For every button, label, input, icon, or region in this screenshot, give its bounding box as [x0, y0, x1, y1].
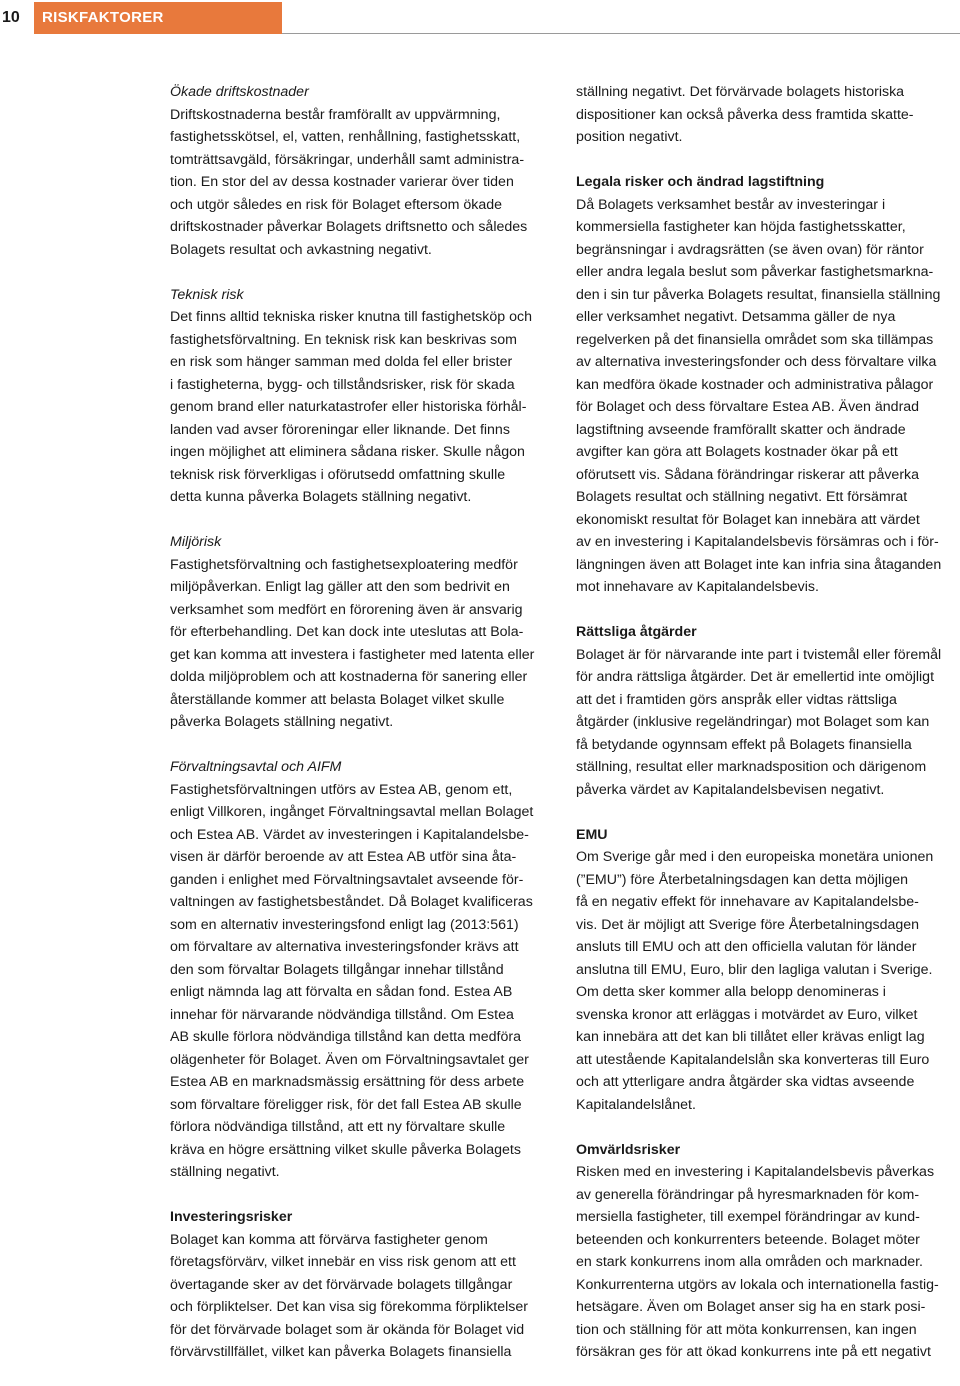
body-text-line: Om Sverige går med i den europeiska monetära unionen [576, 849, 934, 865]
body-text-line: och förpliktelser. Det kan visa sig förekomma förpliktelser [170, 1299, 528, 1315]
body-text-line: förvärvstillfället, vilket kan påverka Bolagets finansiella [170, 1344, 512, 1360]
body-text-line: av generella förändringar på hyresmarknaden för kom- [576, 1186, 920, 1203]
right-text-column [576, 81, 960, 1386]
body-text-line: Estea AB en marknadsmässig ersättning för dess arbete [170, 1074, 525, 1090]
body-text-line: för andra rättsliga åtgärder. Det är emellertid inte omöjligt [576, 669, 935, 685]
body-text-line: eller verksamhet negativt. Detsamma gäller de nya [576, 309, 896, 325]
text-section [576, 1139, 960, 1364]
body-text-line: den som förvaltar Bolagets tillgångar innehar tillstånd [170, 961, 504, 978]
text-section [170, 1206, 560, 1364]
body-text-line: genom brand eller naturkatastrofer eller historiska förhål- [170, 399, 527, 415]
section-title: RISKFAKTORER [34, 2, 282, 34]
text-section [170, 81, 560, 261]
body-text-line: lagstiftning avseende framförallt skatter och ändrade [576, 421, 906, 438]
body-text-line: företagsförvärv, vilket innebär en viss risk genom att ett [170, 1254, 516, 1270]
body-text-line: åtgärder (inklusive regeländringar) mot Bolaget som kan [576, 714, 930, 730]
body-text-line: olägenheter för Bolaget. Även om Förvaltningsavtalet ger [170, 1051, 529, 1068]
body-text-line: Risken med en investering i Kapitalandelsbevis påverkas [576, 1164, 935, 1180]
section-heading: EMU [576, 826, 608, 843]
body-text-line: ingen möjlighet att eliminera sådana risker. Skulle någon [170, 444, 525, 460]
left-text-column [170, 81, 560, 1386]
body-text-line: få betydande ogynnsam effekt på Bolagets finansiella [576, 736, 912, 753]
body-text-line: Bolaget är för närvarande inte part i tvistemål eller föremål [576, 646, 942, 663]
body-text-line: som en alternativ investeringsfond enligt lag (2013:561) [170, 916, 519, 933]
text-section [170, 531, 560, 734]
body-text-line: ganden i enlighet med Förvaltningsavtalet avseende för- [170, 871, 524, 888]
body-text-line: AB skulle förlora nödvändiga tillstånd kan detta medföra [170, 1029, 521, 1045]
body-text-line: tomträttsavgäld, försäkringar, underhåll samt administra- [170, 151, 525, 168]
text-section [576, 171, 960, 599]
body-text-line: en risk som hänger samman med dolda fel eller brister [170, 354, 513, 370]
body-text-line: innehar för närvarande nödvändiga tillstånd. Om Estea [170, 1006, 514, 1023]
page-number: 10 [2, 9, 20, 26]
body-text-line: detta kunna påverka Bolagets ställning negativt. [170, 489, 472, 505]
text-section [170, 284, 560, 509]
body-text-line: fastighetsförvaltning. En teknisk risk kan beskrivas som [170, 331, 517, 348]
body-text-line: Fastighetsförvaltning och fastighetsexploatering medför [170, 556, 518, 573]
body-text-line: ställning negativt. Det förvärvade bolagets historiska [576, 84, 905, 100]
text-section [576, 81, 960, 149]
body-text-line: förlora nödvändiga tillstånd, att ett ny förvaltare skulle [170, 1119, 506, 1135]
body-text-line: Bolaget kan komma att förvärva fastigheter genom [170, 1231, 488, 1248]
body-text-line: mersiella fastigheter, till exempel förändringar av kund- [576, 1209, 920, 1225]
section-heading: Investeringsrisker [170, 1209, 293, 1225]
body-text-line: begränsningar i avdragsrätten (se även ovan) för räntor [576, 241, 924, 258]
body-text-line: miljöpåverkan. Enligt lag gäller att den som bedrivit en [170, 579, 510, 595]
section-heading: Omvärldsrisker [576, 1141, 681, 1158]
body-text-line: Fastighetsförvaltningen utförs av Estea AB, genom ett, [170, 781, 513, 798]
body-text-line: enligt nämnda lag att förvalta en sådan fond. Estea AB [170, 984, 513, 1000]
body-text-line: Konkurrenterna utgörs av lokala och internationella fastig- [576, 1276, 939, 1293]
body-text-line: position negativt. [576, 129, 683, 145]
body-text-line: oförutsett vis. Sådana förändringar riskerar att påverka [576, 466, 920, 483]
body-text-line: för Bolaget och dess förvaltare Estea AB. Även ändrad [576, 399, 920, 415]
body-text-line: ekonomiskt resultat för Bolaget kan innebära att värdet [576, 511, 920, 528]
section-heading: Rättsliga åtgärder [576, 624, 697, 640]
section-heading: Ökade driftskostnader [170, 84, 309, 100]
body-text-line: get kan komma att investera i fastigheter med latenta eller [170, 646, 535, 663]
body-text-line: driftskostnader påverkar Bolagets driftsnetto och således [170, 219, 528, 235]
body-text-line: (”EMU”) före Återbetalningsdagen kan detta möjligen [576, 871, 908, 888]
body-text-line: av en investering i Kapitalandelsbevis försämras och i för- [576, 534, 939, 550]
body-text-line: eller andra legala beslut som påverkar fastighetsmarkna- [576, 264, 934, 280]
body-text-line: dolda miljöproblem och att kostnaderna för sanering eller [170, 669, 528, 685]
body-text-line: mot innehavare av Kapitalandelsbevis. [576, 579, 819, 595]
section-heading: Miljörisk [170, 534, 222, 550]
body-text-line: anslutna till EMU, Euro, blir den lagliga valutan i Sverige. [576, 961, 933, 978]
body-text-line: återställande kommer att belasta Bolaget vilket skulle [170, 691, 505, 708]
body-text-line: Det finns alltid tekniska risker knutna till fastighetsköp och [170, 309, 532, 325]
body-text-line: längningen även att Bolaget inte kan infria sina åtaganden [576, 556, 942, 573]
body-text-line: Kapitalandelslånet. [576, 1096, 696, 1113]
body-text-line: i fastigheterna, bygg- och tillståndsrisker, risk för skada [170, 376, 515, 393]
body-text-line: beteenden och konkurrenters beteende. Bolaget möter [576, 1231, 920, 1248]
body-text-line: för det förvärvade bolaget som är okända för Bolaget vid [170, 1321, 525, 1338]
body-text-line: och utgör således en risk för Bolaget eftersom ökade [170, 196, 503, 213]
body-text-line: landen vad avser föroreningar eller liknande. Det finns [170, 421, 510, 438]
page-header [0, 0, 960, 36]
body-text-line: valtningen av fastighetsbeståndet. Då Bolaget kvalificeras [170, 894, 533, 910]
section-heading: Förvaltningsavtal och AIFM [170, 759, 342, 775]
body-text-line: om förvaltare av alternativa investeringsfonder krävs att [170, 939, 519, 955]
body-text-line: verksamhet som medfört en förorening även är ansvarig [170, 601, 523, 618]
body-text-line: dispositioner kan också påverka dess framtida skatte- [576, 106, 914, 123]
body-text-line: vis. Det är möjligt att Sverige före Återbetalningsdagen [576, 916, 920, 933]
header-divider [282, 33, 960, 34]
text-section [576, 621, 960, 801]
section-heading: Teknisk risk [170, 286, 244, 303]
body-text-line: övertagande sker av det förvärvade bolagets tillgångar [170, 1276, 513, 1293]
body-text-line: påverka Bolagets ställning negativt. [170, 714, 394, 730]
body-text-line: ställning negativt. [170, 1164, 280, 1180]
body-text-line: för efterbehandling. Det kan dock inte uteslutas att Bola- [170, 624, 524, 640]
body-text-line: ställning, resultat eller marknadsposition och därigenom [576, 759, 927, 775]
body-text-line: få en negativ effekt för innehavare av Kapitalandelsbe- [576, 894, 919, 910]
body-text-line: och att ytterligare andra åtgärder ska vidtas avseende [576, 1074, 915, 1090]
body-text-line: Bolagets resultat och ställning negativt. Ett försämrat [576, 489, 908, 505]
body-text-line: visen är därför beroende av att Estea AB utför sina åta- [170, 849, 517, 865]
body-text-line: tion och ställning för att möta konkurrensen, kan ingen [576, 1321, 917, 1338]
body-text-line: kan innebära att det kan bli tillåtet eller krävas enligt lag [576, 1029, 925, 1045]
body-text-line: av alternativa investeringsfonder och dess förvaltare vilka [576, 354, 937, 370]
body-text-line: kräva en högre ersättning vilket skulle påverka Bolagets [170, 1141, 521, 1158]
body-text-line: påverka värdet av Kapitalandelsbevisen negativt. [576, 781, 885, 798]
text-section [170, 756, 560, 1184]
body-text-line: kan medföra ökade kostnader och administrativa pålagor [576, 376, 934, 393]
body-text-line: att det i framtiden görs anspråk eller vidtas rättsliga [576, 691, 897, 708]
body-text-line: den i sin tur påverka Bolagets resultat, finansiella ställning [576, 286, 941, 303]
body-text-line: fastighetsskötsel, el, vatten, renhållning, fastighetsskatt, [170, 129, 521, 145]
body-text-line: kommersiella fastigheter kan höjda fastighetsskatter, [576, 219, 906, 235]
body-text-line: och Estea AB. Värdet av investeringen i Kapitalandelsbe- [170, 826, 529, 843]
body-text-line: försäkran ges för att ökad konkurrens inte på ett negativt [576, 1344, 931, 1360]
section-heading: Legala risker och ändrad lagstiftning [576, 174, 825, 190]
text-section [576, 824, 960, 1117]
body-text-line: Då Bolagets verksamhet består av investeringar i [576, 196, 886, 213]
body-text-line: som förvaltare föreligger risk, för det fall Estea AB skulle [170, 1096, 522, 1113]
body-text-line: teknisk risk förverkligas i oförutsedd omfattning skulle [170, 466, 506, 483]
body-text-line: Om detta sker kommer alla belopp denomineras i [576, 984, 886, 1000]
body-text-line: en stark konkurrens inom alla områden och marknader. [576, 1254, 923, 1270]
body-text-line: svenska kronor att erläggas i motvärdet av Euro, vilket [576, 1006, 918, 1023]
body-text-line: enligt Villkoren, ingånget Förvaltningsavtal mellan Bolaget [170, 804, 534, 820]
body-text-line: avgifter kan göra att Bolagets kostnader ökar på ett [576, 444, 898, 460]
body-text-line: regelverken på det finansiella området som ska tillämpas [576, 331, 934, 348]
body-text-line: att utestående Kapitalandelslån ska konverteras till Euro [576, 1051, 930, 1068]
body-text-line: hetsägare. Även om Bolaget anser sig ha en stark posi- [576, 1299, 926, 1315]
body-text-line: Driftskostnaderna består framförallt av uppvärmning, [170, 106, 501, 123]
body-text-line: Bolagets resultat och avkastning negativt. [170, 241, 432, 258]
body-text-line: ansluts till EMU och att den officiella valutan för länder [576, 939, 917, 955]
body-text-line: tion. En stor del av dessa kostnader varierar över tiden [170, 174, 514, 190]
